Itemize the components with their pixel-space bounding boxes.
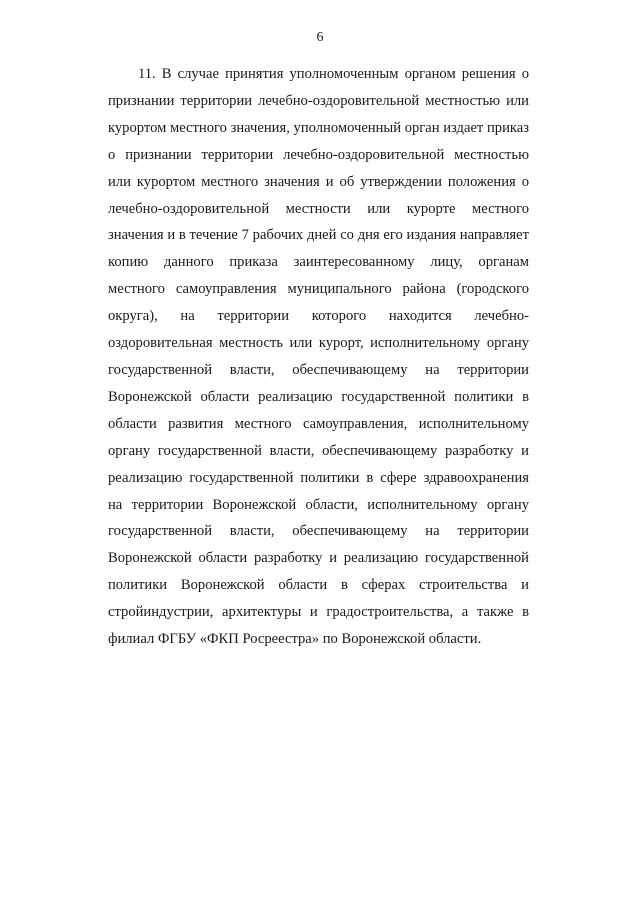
page-number: 6: [316, 30, 324, 45]
paragraph-11: 11. В случае принятия уполномоченным органом решения о признании территории лечебно-оздоровительной местностью или курортом местного значения, уполномоченный орган издает приказ о признании территории лечебно-оздоровительной местностью или курортом местного значения и об утверждении положения о лечебно-оздоровительной местности или курорте местного значения и в течение 7 рабочих дней со дня его издания направляет копию данного приказа заинтересованному лицу, органам местного самоуправления муниципального района (городского округа), на территории которого находится лечебно-оздоровительная местность или курорт, исполнительному органу государственной власти, обеспечивающему на территории Воронежской области реализацию государственной политики в области развития местного самоуправления, исполнительному органу государственной власти, обеспечивающему разработку и реализацию государственной политики в сфере здравоохранения на территории Воронежской области, исполнительному органу государственной власти, обеспечивающему на территории Воронежской области разработку и реализацию государственной политики Воронежской области в сферах строительства и стройиндустрии, архитектуры и градостроительства, а также в филиал ФГБУ «ФКП Росреестра» по Воронежской области.: [108, 66, 529, 648]
